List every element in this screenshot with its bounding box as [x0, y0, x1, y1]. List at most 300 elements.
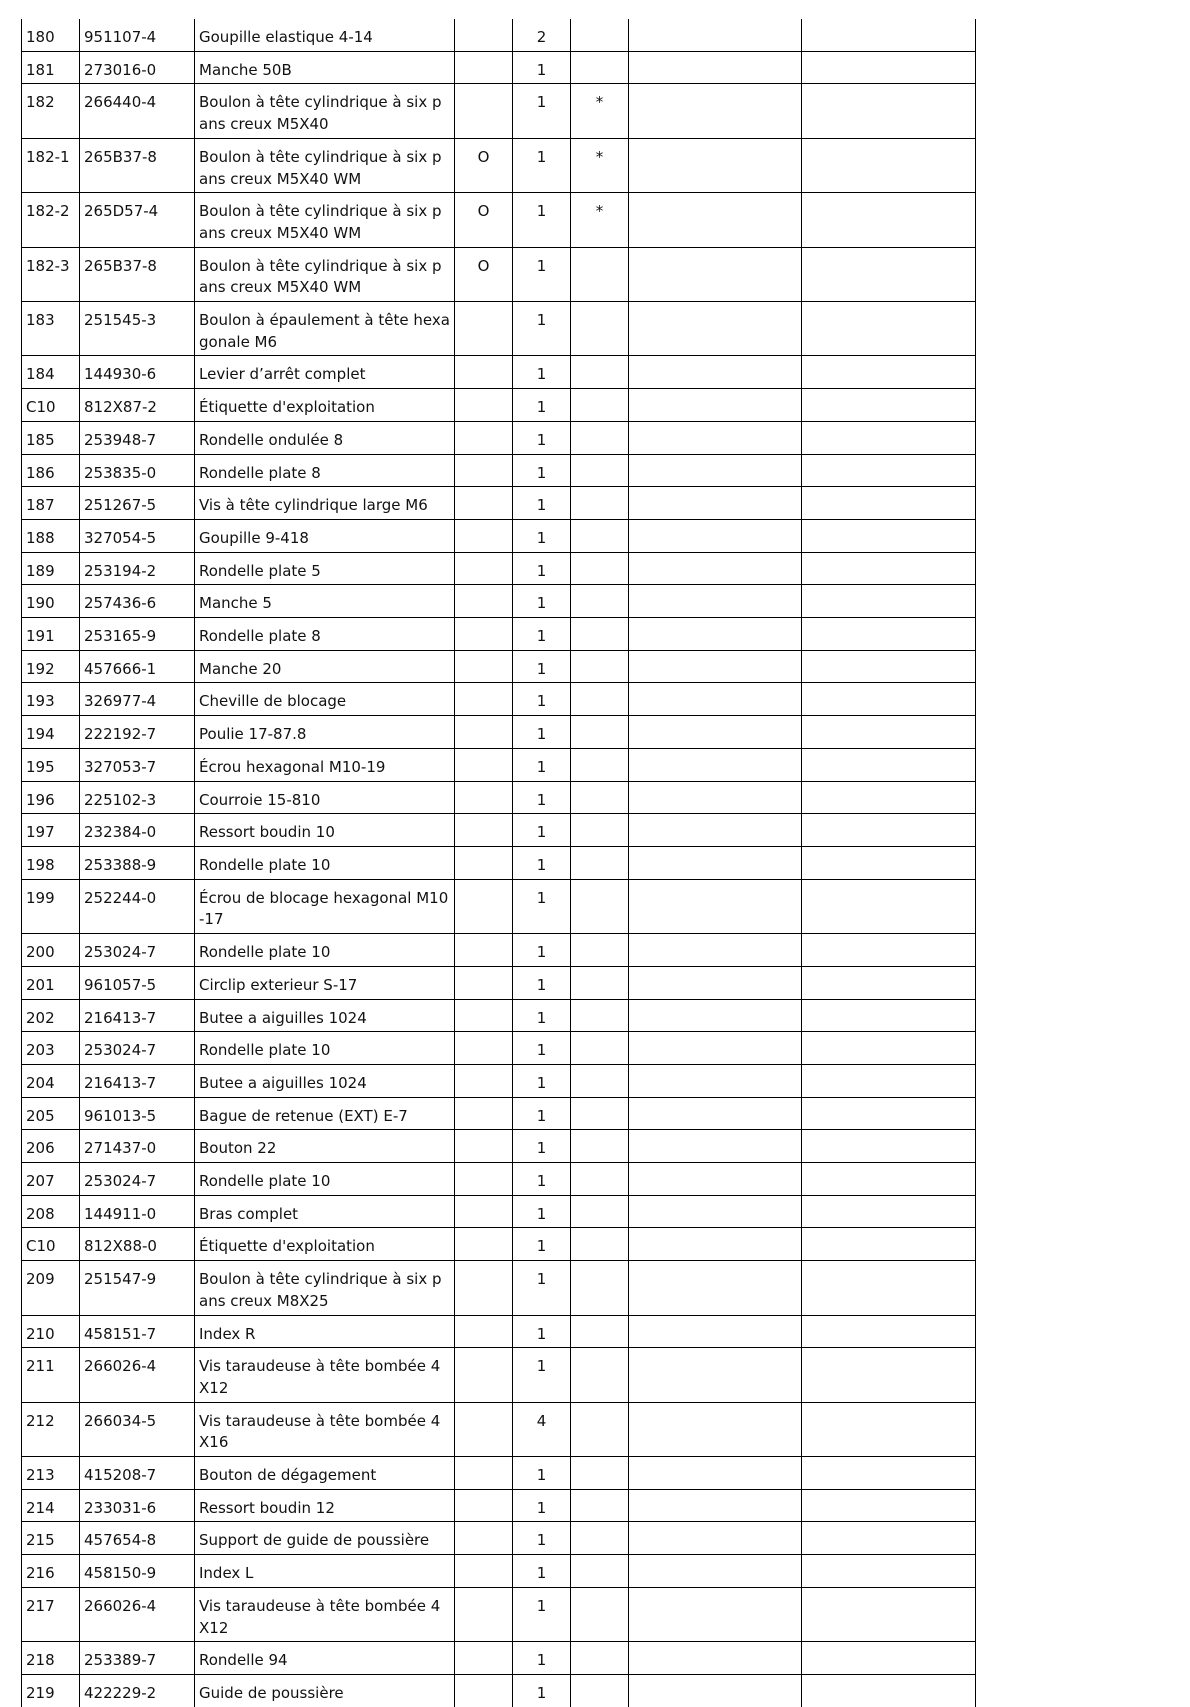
quantity-cell — [513, 138, 571, 192]
item-number-cell — [22, 618, 80, 651]
part-number-cell — [80, 748, 195, 781]
quantity-cell — [513, 716, 571, 749]
note-cell — [571, 552, 629, 585]
part-number-cell — [80, 966, 195, 999]
note-cell — [571, 1261, 629, 1315]
table-row — [22, 1457, 976, 1490]
note-cell — [571, 1587, 629, 1641]
quantity-text: 1 — [536, 1683, 547, 1702]
option-cell — [455, 618, 513, 651]
item-number-cell — [22, 1195, 80, 1228]
item-number-text: 195 — [26, 757, 55, 776]
option-cell — [455, 302, 513, 356]
note-cell — [571, 966, 629, 999]
table-row — [22, 138, 976, 192]
description-cell — [195, 1228, 455, 1261]
description-text: Rondelle 94 — [199, 1651, 288, 1670]
table-row — [22, 1642, 976, 1675]
blank-cell — [802, 781, 976, 814]
table-row — [22, 421, 976, 454]
table-row — [22, 1348, 976, 1402]
quantity-cell — [513, 356, 571, 389]
note-cell — [571, 454, 629, 487]
note-cell — [571, 934, 629, 967]
quantity-cell — [513, 487, 571, 520]
description-text: Rondelle plate 10 — [199, 1172, 331, 1191]
part-number-cell — [80, 19, 195, 51]
description-cell — [195, 814, 455, 847]
blank-cell — [629, 814, 802, 847]
part-number-text: 216413-7 — [84, 1008, 157, 1027]
option-cell — [455, 84, 513, 138]
table-row — [22, 1032, 976, 1065]
quantity-cell — [513, 1555, 571, 1588]
blank-cell — [802, 1642, 976, 1675]
note-cell — [571, 487, 629, 520]
option-cell — [455, 356, 513, 389]
table-row — [22, 1130, 976, 1163]
option-cell — [455, 1402, 513, 1456]
table-row — [22, 19, 976, 51]
item-number-cell — [22, 1674, 80, 1706]
option-cell — [455, 999, 513, 1032]
part-number-text: 253024-7 — [84, 1172, 157, 1191]
blank-cell — [802, 1130, 976, 1163]
note-cell — [571, 585, 629, 618]
quantity-text: 1 — [536, 60, 547, 79]
blank-cell — [802, 1489, 976, 1522]
blank-cell — [802, 1163, 976, 1196]
quantity-cell — [513, 454, 571, 487]
quantity-cell — [513, 1032, 571, 1065]
option-cell — [455, 247, 513, 301]
item-number-text: 191 — [26, 627, 55, 646]
item-number-text: 190 — [26, 594, 55, 613]
item-number-cell — [22, 1489, 80, 1522]
option-text: O — [477, 147, 490, 166]
blank-cell — [802, 814, 976, 847]
part-number-cell — [80, 1642, 195, 1675]
note-cell — [571, 247, 629, 301]
part-number-cell — [80, 1348, 195, 1402]
note-cell — [571, 683, 629, 716]
item-number-text: 196 — [26, 790, 55, 809]
quantity-text: 1 — [536, 757, 547, 776]
quantity-cell — [513, 302, 571, 356]
option-cell — [455, 389, 513, 422]
description-text: Boulon à tête cylindrique à six pans creux M5X40 WM — [199, 202, 442, 242]
part-number-cell — [80, 84, 195, 138]
description-text: Goupille elastique 4-14 — [199, 28, 373, 46]
note-cell — [571, 84, 629, 138]
note-cell — [571, 193, 629, 247]
item-number-cell — [22, 487, 80, 520]
item-number-text: 215 — [26, 1531, 55, 1550]
option-cell — [455, 1587, 513, 1641]
note-cell — [571, 1555, 629, 1588]
quantity-text: 1 — [536, 430, 547, 449]
blank-cell — [802, 683, 976, 716]
quantity-cell — [513, 934, 571, 967]
part-number-text: 265B37-8 — [84, 256, 157, 275]
option-cell — [455, 487, 513, 520]
part-number-cell — [80, 1064, 195, 1097]
item-number-text: 184 — [26, 365, 55, 384]
note-cell — [571, 519, 629, 552]
table-row — [22, 650, 976, 683]
description-cell — [195, 389, 455, 422]
description-text: Boulon à tête cylindrique à six pans creux M8X25 — [199, 1270, 442, 1310]
part-number-cell — [80, 389, 195, 422]
table-row — [22, 879, 976, 933]
part-number-cell — [80, 1489, 195, 1522]
description-cell — [195, 84, 455, 138]
blank-cell — [802, 247, 976, 301]
description-cell — [195, 781, 455, 814]
description-text: Circlip exterieur S-17 — [199, 975, 358, 994]
note-cell — [571, 1097, 629, 1130]
blank-cell — [802, 585, 976, 618]
blank-cell — [802, 1315, 976, 1348]
description-text: Étiquette d'exploitation — [199, 1237, 375, 1256]
blank-cell — [629, 716, 802, 749]
table-row — [22, 1674, 976, 1706]
note-cell — [571, 846, 629, 879]
part-number-cell — [80, 1402, 195, 1456]
blank-cell — [629, 302, 802, 356]
description-cell — [195, 879, 455, 933]
part-number-cell — [80, 1587, 195, 1641]
quantity-text: 1 — [536, 1564, 547, 1583]
blank-cell — [802, 84, 976, 138]
part-number-cell — [80, 1522, 195, 1555]
quantity-text: 1 — [536, 311, 547, 330]
part-number-cell — [80, 1032, 195, 1065]
option-cell — [455, 1261, 513, 1315]
quantity-cell — [513, 1130, 571, 1163]
option-cell — [455, 1555, 513, 1588]
note-cell — [571, 1489, 629, 1522]
description-cell — [195, 247, 455, 301]
option-cell — [455, 1489, 513, 1522]
blank-cell — [629, 1348, 802, 1402]
item-number-cell — [22, 421, 80, 454]
description-text: Vis taraudeuse à tête bombée 4X16 — [199, 1411, 441, 1452]
item-number-text: 202 — [26, 1008, 55, 1027]
blank-cell — [629, 1097, 802, 1130]
option-text: O — [477, 202, 490, 221]
part-number-text: 458151-7 — [84, 1324, 157, 1343]
description-text: Bouton 22 — [199, 1139, 277, 1158]
quantity-text: 1 — [536, 463, 547, 482]
table-row — [22, 748, 976, 781]
item-number-cell — [22, 454, 80, 487]
option-cell — [455, 519, 513, 552]
option-text: O — [477, 256, 490, 275]
option-cell — [455, 454, 513, 487]
description-text: Bouton de dégagement — [199, 1466, 377, 1485]
blank-cell — [802, 487, 976, 520]
part-number-cell — [80, 716, 195, 749]
option-cell — [455, 846, 513, 879]
description-text: Écrou de blocage hexagonal M10-17 — [199, 888, 449, 929]
description-cell — [195, 51, 455, 84]
blank-cell — [802, 552, 976, 585]
part-number-text: 422229-2 — [84, 1683, 157, 1702]
quantity-text: 1 — [536, 1324, 547, 1343]
part-number-text: 251545-3 — [84, 311, 157, 330]
item-number-cell — [22, 716, 80, 749]
part-number-cell — [80, 454, 195, 487]
item-number-text: 201 — [26, 975, 55, 994]
part-number-cell — [80, 193, 195, 247]
part-number-cell — [80, 999, 195, 1032]
option-cell — [455, 934, 513, 967]
quantity-cell — [513, 650, 571, 683]
option-cell — [455, 781, 513, 814]
table-row — [22, 716, 976, 749]
blank-cell — [802, 454, 976, 487]
part-number-cell — [80, 1315, 195, 1348]
quantity-text: 1 — [536, 1466, 547, 1485]
part-number-cell — [80, 1097, 195, 1130]
blank-cell — [802, 618, 976, 651]
description-cell — [195, 1261, 455, 1315]
description-cell — [195, 716, 455, 749]
blank-cell — [802, 1195, 976, 1228]
quantity-text: 1 — [536, 256, 547, 275]
blank-cell — [802, 302, 976, 356]
item-number-cell — [22, 1348, 80, 1402]
description-cell — [195, 1032, 455, 1065]
note-text: * — [595, 93, 604, 112]
blank-cell — [629, 618, 802, 651]
quantity-text: 1 — [536, 1596, 547, 1615]
blank-cell — [629, 1032, 802, 1065]
blank-cell — [629, 552, 802, 585]
part-number-text: 266026-4 — [84, 1357, 157, 1376]
quantity-cell — [513, 1228, 571, 1261]
quantity-text: 1 — [536, 1041, 547, 1060]
note-cell — [571, 1064, 629, 1097]
quantity-text: 1 — [536, 561, 547, 580]
part-number-text: 457654-8 — [84, 1531, 157, 1550]
option-cell — [455, 879, 513, 933]
description-cell — [195, 1674, 455, 1706]
quantity-text: 1 — [536, 1237, 547, 1256]
note-cell — [571, 814, 629, 847]
item-number-text: 214 — [26, 1498, 55, 1517]
part-number-text: 216413-7 — [84, 1073, 157, 1092]
part-number-cell — [80, 421, 195, 454]
description-text: Support de guide de poussière — [199, 1531, 430, 1550]
part-number-cell — [80, 302, 195, 356]
quantity-text: 1 — [536, 1139, 547, 1158]
quantity-cell — [513, 1163, 571, 1196]
description-cell — [195, 650, 455, 683]
description-cell — [195, 999, 455, 1032]
item-number-cell — [22, 846, 80, 879]
quantity-text: 1 — [536, 528, 547, 547]
option-cell — [455, 585, 513, 618]
quantity-cell — [513, 1402, 571, 1456]
blank-cell — [802, 1674, 976, 1706]
blank-cell — [629, 879, 802, 933]
blank-cell — [629, 421, 802, 454]
note-cell — [571, 748, 629, 781]
option-cell — [455, 650, 513, 683]
part-number-cell — [80, 487, 195, 520]
part-number-cell — [80, 650, 195, 683]
option-cell — [455, 552, 513, 585]
part-number-cell — [80, 1228, 195, 1261]
note-cell — [571, 1674, 629, 1706]
blank-cell — [802, 1228, 976, 1261]
item-number-cell — [22, 519, 80, 552]
item-number-text: 193 — [26, 692, 55, 711]
blank-cell — [629, 748, 802, 781]
table-row — [22, 585, 976, 618]
part-number-cell — [80, 781, 195, 814]
description-text: Butee a aiguilles 1024 — [199, 1008, 367, 1027]
note-cell — [571, 356, 629, 389]
description-cell — [195, 138, 455, 192]
description-text: Levier d’arrêt complet — [199, 365, 366, 384]
blank-cell — [629, 1228, 802, 1261]
table-row — [22, 1315, 976, 1348]
option-cell — [455, 966, 513, 999]
description-cell — [195, 1163, 455, 1196]
quantity-text: 1 — [536, 1357, 547, 1376]
part-number-text: 273016-0 — [84, 60, 157, 79]
blank-cell — [629, 454, 802, 487]
blank-cell — [629, 519, 802, 552]
item-number-cell — [22, 1642, 80, 1675]
description-cell — [195, 552, 455, 585]
description-cell — [195, 356, 455, 389]
blank-cell — [802, 966, 976, 999]
table-row — [22, 1555, 976, 1588]
blank-cell — [629, 1642, 802, 1675]
table-row — [22, 814, 976, 847]
part-number-text: 812X88-0 — [84, 1237, 157, 1256]
description-cell — [195, 487, 455, 520]
table-row — [22, 1163, 976, 1196]
blank-cell — [802, 716, 976, 749]
description-text: Rondelle plate 10 — [199, 943, 331, 962]
table-row — [22, 193, 976, 247]
note-cell — [571, 999, 629, 1032]
item-number-cell — [22, 879, 80, 933]
note-cell — [571, 781, 629, 814]
table-row — [22, 934, 976, 967]
part-number-cell — [80, 51, 195, 84]
description-cell — [195, 1522, 455, 1555]
item-number-cell — [22, 302, 80, 356]
item-number-cell — [22, 1402, 80, 1456]
description-text: Goupille 9-418 — [199, 528, 309, 547]
item-number-cell — [22, 1555, 80, 1588]
quantity-text: 1 — [536, 398, 547, 417]
description-cell — [195, 1348, 455, 1402]
description-text: Manche 5 — [199, 594, 272, 613]
item-number-text: 216 — [26, 1564, 55, 1583]
blank-cell — [802, 1348, 976, 1402]
quantity-cell — [513, 1587, 571, 1641]
blank-cell — [629, 1587, 802, 1641]
part-number-text: 961057-5 — [84, 975, 157, 994]
item-number-text: 211 — [26, 1357, 55, 1376]
description-cell — [195, 585, 455, 618]
item-number-text: C10 — [26, 1237, 56, 1256]
blank-cell — [802, 1261, 976, 1315]
blank-cell — [629, 781, 802, 814]
blank-cell — [802, 1402, 976, 1456]
item-number-text: 183 — [26, 311, 55, 330]
blank-cell — [802, 193, 976, 247]
item-number-text: 217 — [26, 1596, 55, 1615]
quantity-text: 1 — [536, 1073, 547, 1092]
quantity-cell — [513, 1674, 571, 1706]
table-row — [22, 1522, 976, 1555]
part-number-cell — [80, 1457, 195, 1490]
part-number-cell — [80, 356, 195, 389]
item-number-cell — [22, 1064, 80, 1097]
parts-table — [21, 19, 976, 1707]
part-number-text: 253024-7 — [84, 943, 157, 962]
blank-cell — [629, 1457, 802, 1490]
item-number-text: 182-1 — [26, 147, 70, 166]
item-number-text: 207 — [26, 1172, 55, 1191]
part-number-text: 415208-7 — [84, 1466, 157, 1485]
note-cell — [571, 1642, 629, 1675]
table-row — [22, 1402, 976, 1456]
table-row — [22, 302, 976, 356]
blank-cell — [629, 1195, 802, 1228]
table-row — [22, 999, 976, 1032]
blank-cell — [629, 1163, 802, 1196]
item-number-text: 185 — [26, 430, 55, 449]
quantity-text: 1 — [536, 365, 547, 384]
table-row — [22, 683, 976, 716]
option-cell — [455, 193, 513, 247]
item-number-text: 204 — [26, 1073, 55, 1092]
part-number-text: 253388-9 — [84, 855, 157, 874]
blank-cell — [629, 51, 802, 84]
note-cell — [571, 1315, 629, 1348]
quantity-cell — [513, 781, 571, 814]
description-cell — [195, 19, 455, 51]
parts-list-page — [21, 19, 975, 1702]
quantity-cell — [513, 618, 571, 651]
description-cell — [195, 1315, 455, 1348]
blank-cell — [802, 748, 976, 781]
item-number-cell — [22, 552, 80, 585]
item-number-cell — [22, 138, 80, 192]
part-number-text: 232384-0 — [84, 823, 157, 842]
quantity-cell — [513, 1489, 571, 1522]
item-number-cell — [22, 585, 80, 618]
part-number-text: 253024-7 — [84, 1041, 157, 1060]
note-text: * — [595, 147, 604, 166]
part-number-cell — [80, 1555, 195, 1588]
quantity-text: 1 — [536, 1498, 547, 1517]
part-number-text: 253165-9 — [84, 627, 157, 646]
description-cell — [195, 519, 455, 552]
item-number-cell — [22, 356, 80, 389]
part-number-cell — [80, 585, 195, 618]
quantity-text: 1 — [536, 725, 547, 744]
